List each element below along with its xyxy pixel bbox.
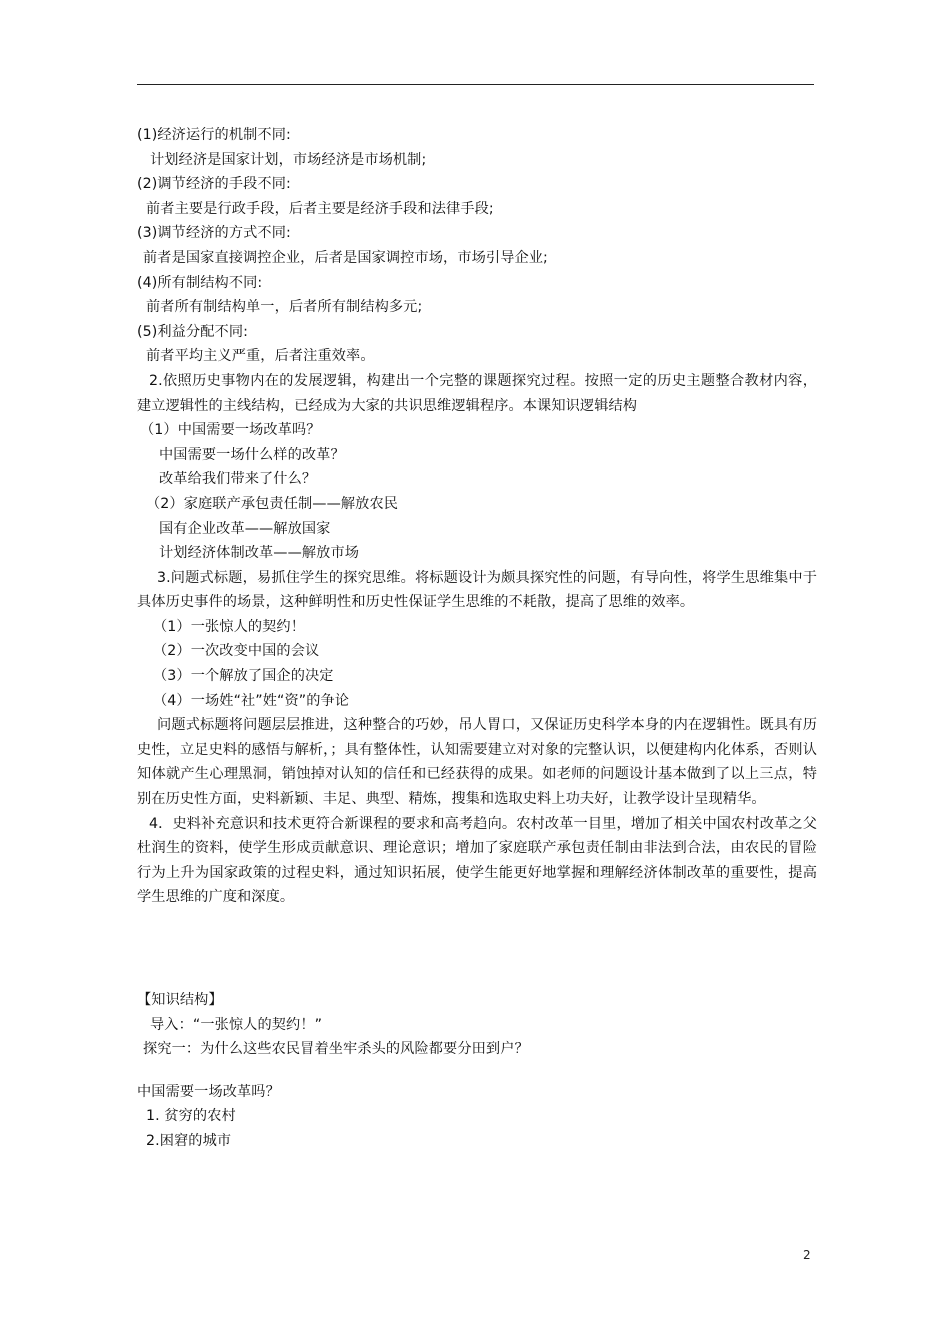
question-title-2: （2）一次改变中国的会议 — [153, 643, 320, 660]
question-title-4: （4）一场姓“社”姓“资”的争论 — [153, 692, 350, 709]
item-4-detail: 前者所有制结构单一，后者所有制结构多元; — [146, 299, 423, 316]
sub-item-1: 1. 贫穷的农村 — [146, 1108, 236, 1125]
point-4-paragraph: 4．史料补充意识和技术更符合新课程的要求和高考趋向。农村改革一目里，增加了相关中国农村改革之父杜润生的资料，使学生形成贡献意识、理论意识；增加了家庭联产承包责任制由非法到合法，由农民的冒险行为上升为国家政策的过程史料，通过知识拓展，使学生能更好地掌握和理解经济体制改革的重要性，提高学生思维的广度和深度。 — [137, 815, 817, 906]
logic-question-1c: 改革给我们带来了什么？ — [159, 471, 317, 488]
item-5-heading: (5)利益分配不同: — [137, 323, 249, 340]
point-2-paragraph: 2.依照历史事物内在的发展逻辑，构建出一个完整的课题探究过程。按照一定的历史主题整合教材内容，建立逻辑性的主线结构，已经成为大家的共识思维逻辑程序。本课知识逻辑结构 — [137, 372, 817, 414]
sub-item-2: 2.困窘的城市 — [146, 1132, 232, 1149]
point-3-closing: 问题式标题将问题层层推进，这种整合的巧妙，吊人胃口，又保证历史科学本身的内在逻辑性。既具有历史性，立足史料的感悟与解析，；具有整体性，认知需要建立对对象的完整认识，以便建构内化体系，否则认知体就产生心理黑洞，销蚀掉对认知的信任和已经获得的成果。如老师的问题设计基本做到了以上三点，特别在历史性方面，史料新颖、丰足、典型、精炼，搜集和选取史料上功夫好，让教学设计呈现精华。 — [137, 717, 817, 808]
logic-question-1b: 中国需要一场什么样的改革？ — [159, 446, 345, 463]
item-3-detail: 前者是国家直接调控企业，后者是国家调控市场，市场引导企业; — [143, 249, 548, 266]
knowledge-structure-heading: 【知识结构】 — [137, 992, 223, 1008]
item-2-detail: 前者主要是行政手段，后者主要是经济手段和法律手段; — [146, 200, 494, 217]
question-title-3: （3）一个解放了国企的决定 — [153, 668, 334, 685]
logic-question-1: （1）中国需要一场改革吗？ — [140, 422, 321, 439]
explore-one-line: 探究一：为什么这些农民冒着坐牢杀头的风险都要分田到户？ — [143, 1041, 529, 1058]
document-body — [137, 123, 817, 1154]
logic-question-2c: 计划经济体制改革——解放市场 — [159, 545, 360, 562]
item-1-heading: (1)经济运行的机制不同: — [137, 127, 291, 143]
item-2-heading: (2)调节经济的手段不同: — [137, 176, 291, 193]
header-rule — [137, 84, 814, 85]
item-5-detail: 前者平均主义严重，后者注重效率。 — [146, 348, 375, 365]
question-title-1: （1）一张惊人的契约！ — [153, 618, 306, 635]
logic-question-2b: 国有企业改革——解放国家 — [159, 520, 331, 537]
point-3-paragraph: 3.问题式标题，易抓住学生的探究思维。将标题设计为颇具探究性的问题，有导向性，将学生思维集中于具体历史事件的场景，这种鲜明性和历史性保证学生思维的不耗散，提高了思维的效率。 — [137, 569, 817, 611]
reform-question: 中国需要一场改革吗？ — [137, 1083, 280, 1100]
item-4-heading: (4)所有制结构不同: — [137, 274, 263, 291]
page-number: 2 — [803, 1248, 811, 1262]
logic-question-2: （2）家庭联产承包责任制——解放农民 — [146, 495, 399, 512]
section-gap — [137, 910, 817, 988]
line-gap — [137, 1062, 817, 1080]
item-3-heading: (3)调节经济的方式不同: — [137, 225, 291, 242]
item-1-detail: 计划经济是国家计划，市场经济是市场机制; — [150, 151, 427, 168]
intro-line: 导入：“一张惊人的契约！” — [150, 1016, 323, 1033]
